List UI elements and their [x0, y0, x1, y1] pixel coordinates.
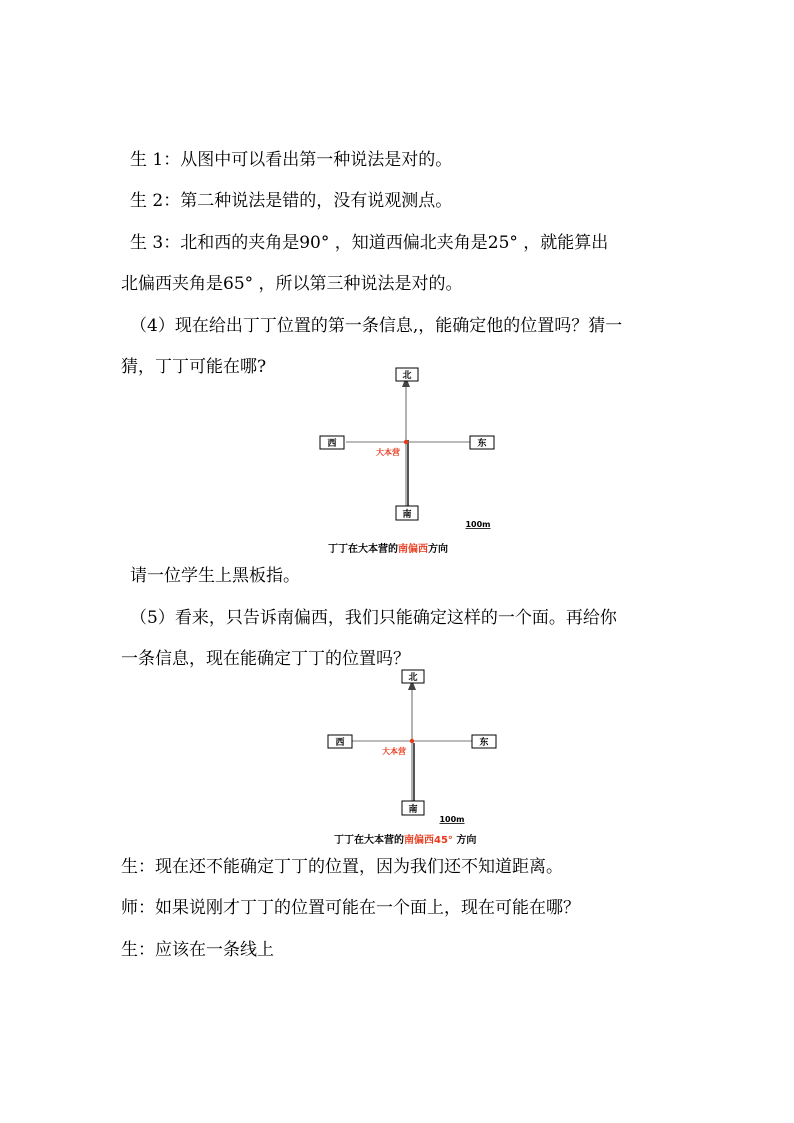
text-line-5: （4）现在给出丁丁位置的第一条信息,，能确定他的位置吗？猜一 — [130, 316, 623, 336]
base-point — [410, 739, 414, 743]
caption-prefix: 丁丁在大本营的 — [328, 544, 398, 555]
caption-highlight: 南偏西45° — [404, 835, 453, 846]
base-label: 大本营 — [376, 448, 400, 457]
base-label: 大本营 — [382, 747, 406, 756]
text-line-1: 生 1：从图中可以看出第一种说法是对的。 — [130, 150, 453, 170]
east-label: 东 — [479, 738, 489, 748]
text-line-9: 一条信息，现在能确定丁丁的位置吗？ — [121, 649, 410, 669]
south-label: 南 — [408, 805, 418, 815]
text-line-11: 师：如果说刚才丁丁的位置可能在一个面上，现在可能在哪？ — [121, 898, 580, 918]
south-label: 南 — [402, 510, 412, 520]
figure-1-caption — [328, 540, 448, 555]
text-line-10: 生：现在还不能确定丁丁的位置，因为我们还不知道距离。 — [121, 857, 563, 877]
caption-suffix: 方向 — [452, 835, 477, 846]
text-line-2: 生 2：第二种说法是错的，没有说观测点。 — [130, 191, 453, 211]
text-line-8: （5）看来，只告诉南偏西，我们只能确定这样的一个面。再给你 — [130, 608, 617, 628]
scale-label: 100m — [465, 520, 491, 529]
caption-suffix: 方向 — [428, 544, 448, 555]
text-line-6: 猜，丁丁可能在哪? — [121, 357, 267, 377]
text-line-3: 生 3：北和西的夹角是90° ，知道西偏北夹角是25° ，就能算出 — [130, 233, 609, 253]
text-line-7: 请一位学生上黑板指。 — [130, 566, 300, 586]
caption-highlight: 南偏西 — [398, 544, 428, 555]
east-label: 东 — [477, 439, 487, 449]
north-label: 北 — [408, 673, 418, 683]
text-line-4: 北偏西夹角是65° ，所以第三种说法是对的。 — [121, 274, 463, 294]
figure-2-caption — [334, 831, 476, 846]
scale-label: 100m — [439, 815, 465, 824]
west-label: 西 — [327, 439, 337, 449]
compass-figure-1 — [300, 360, 520, 530]
west-label: 西 — [335, 738, 345, 748]
caption-prefix: 丁丁在大本营的 — [334, 835, 404, 846]
compass-figure-2 — [306, 663, 526, 833]
north-label: 北 — [402, 371, 412, 381]
base-point — [404, 440, 408, 444]
compass-diagram-1 — [300, 360, 520, 530]
text-line-12: 生：应该在一条线上 — [121, 940, 274, 960]
compass-diagram-2 — [306, 663, 526, 833]
